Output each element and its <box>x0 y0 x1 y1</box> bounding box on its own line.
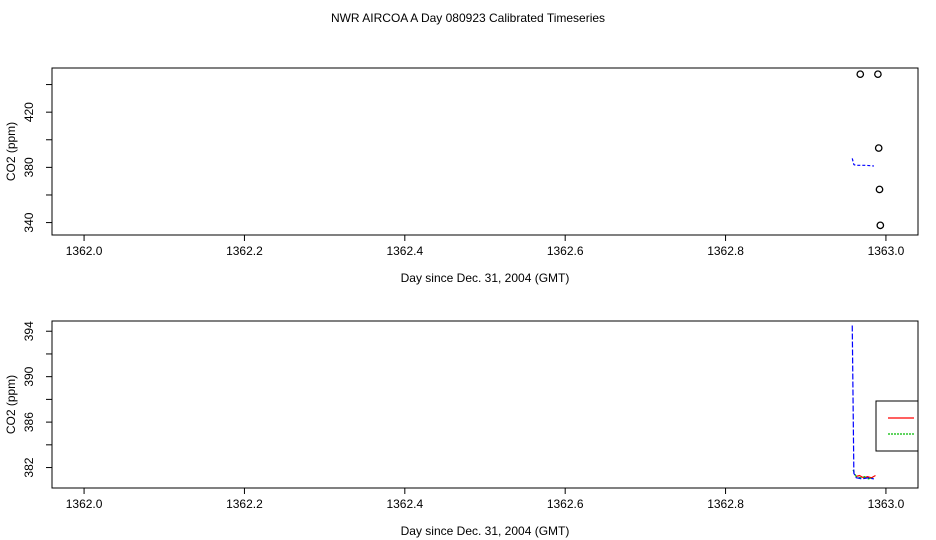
data-point <box>876 145 882 151</box>
y-tick-label: 340 <box>22 212 36 233</box>
x-tick-label: 1362.8 <box>707 244 744 258</box>
data-point <box>876 186 882 192</box>
x-tick-label: 1362.4 <box>386 244 424 258</box>
y-tick-label: 420 <box>22 102 36 123</box>
y-tick-label: 382 <box>22 457 36 478</box>
x-tick-label: 1362.8 <box>707 497 744 511</box>
y-axis-label: CO2 (ppm) <box>4 374 18 435</box>
x-tick-label: 1362.0 <box>65 497 103 511</box>
data-point <box>877 222 883 228</box>
x-axis-label: Day since Dec. 31, 2004 (GMT) <box>400 271 570 285</box>
x-tick-label: 1362.2 <box>226 244 263 258</box>
y-tick-label: 394 <box>22 321 36 342</box>
figure-title: NWR AIRCOA A Day 080923 Calibrated Timeseries <box>330 11 606 25</box>
series-line-2 <box>852 158 874 166</box>
x-tick-label: 1362.2 <box>226 497 263 511</box>
y-tick-label: 386 <box>22 412 36 433</box>
x-tick-label: 1363.0 <box>867 244 905 258</box>
y-tick-label: 390 <box>22 366 36 387</box>
panel-1 <box>4 68 918 285</box>
data-point <box>857 71 863 77</box>
x-axis-label: Day since Dec. 31, 2004 (GMT) <box>400 524 570 538</box>
x-tick-label: 1362.6 <box>546 497 584 511</box>
x-tick-label: 1362.6 <box>546 244 584 258</box>
plot-frame <box>52 321 918 488</box>
plot-area <box>4 68 918 538</box>
legend <box>876 401 918 451</box>
x-tick-label: 1362.0 <box>65 244 103 258</box>
plot-frame <box>52 68 918 235</box>
y-tick-label: 380 <box>22 157 36 178</box>
panel-2 <box>4 321 918 538</box>
series-line-3 <box>852 326 874 479</box>
y-axis-label: CO2 (ppm) <box>4 121 18 182</box>
x-tick-label: 1363.0 <box>867 497 905 511</box>
legend-box <box>876 401 918 451</box>
data-point <box>875 71 881 77</box>
x-tick-label: 1362.4 <box>386 497 424 511</box>
